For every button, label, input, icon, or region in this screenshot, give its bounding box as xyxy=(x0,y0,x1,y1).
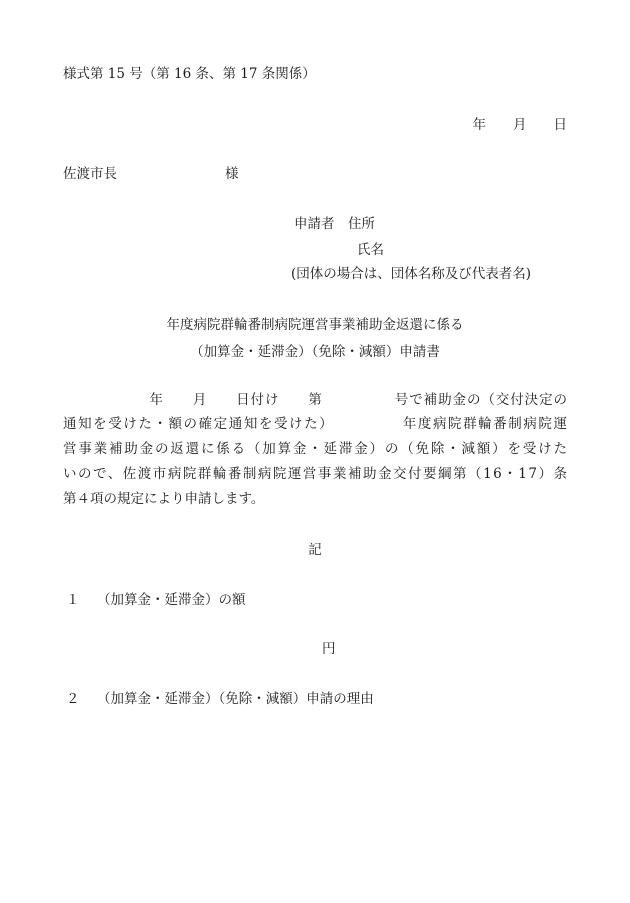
date-line: 年 月 日 xyxy=(472,117,567,133)
applicant-address-label: 申請者 住所 xyxy=(294,216,375,232)
form-number: 様式第 15 号（第 16 条、第 17 条関係） xyxy=(63,66,316,82)
applicant-name-label: 氏名 xyxy=(357,242,384,258)
document-title-line2: （加算金・延滞金）（免除・減額）申請書 xyxy=(190,344,440,360)
body-line-1: 年 月 日付け 第 号で補助金の（交付決定の xyxy=(63,392,568,408)
item2-label: （加算金・延滞金）（免除・減額）申請の理由 xyxy=(97,691,374,707)
item1-label: （加算金・延滞金）の額 xyxy=(97,592,246,608)
item1-unit: 円 xyxy=(322,641,336,657)
item2-number: ２ xyxy=(66,691,80,707)
addressee: 佐渡市長 様 xyxy=(63,166,239,182)
body-line-2: 通知を受けた・額の確定通知を受けた） 年度病院群輪番制病院運 xyxy=(63,416,569,432)
document-title-line1: 年度病院群輪番制病院運営事業補助金返還に係る xyxy=(166,317,464,333)
applicant-org-note: (団体の場合は、団体名称及び代表者名) xyxy=(291,266,532,282)
body-line-4: いので、佐渡市病院群輪番制病院運営事業補助金交付要綱第（16・17）条 xyxy=(63,466,569,482)
body-line-3: 営事業補助金の返還に係る（加算金・延滞金）の（免除・減額）を受けた xyxy=(63,441,569,457)
ki-heading: 記 xyxy=(308,542,322,558)
item1-number: １ xyxy=(66,592,80,608)
body-line-5: 第４項の規定により申請します。 xyxy=(63,491,265,507)
